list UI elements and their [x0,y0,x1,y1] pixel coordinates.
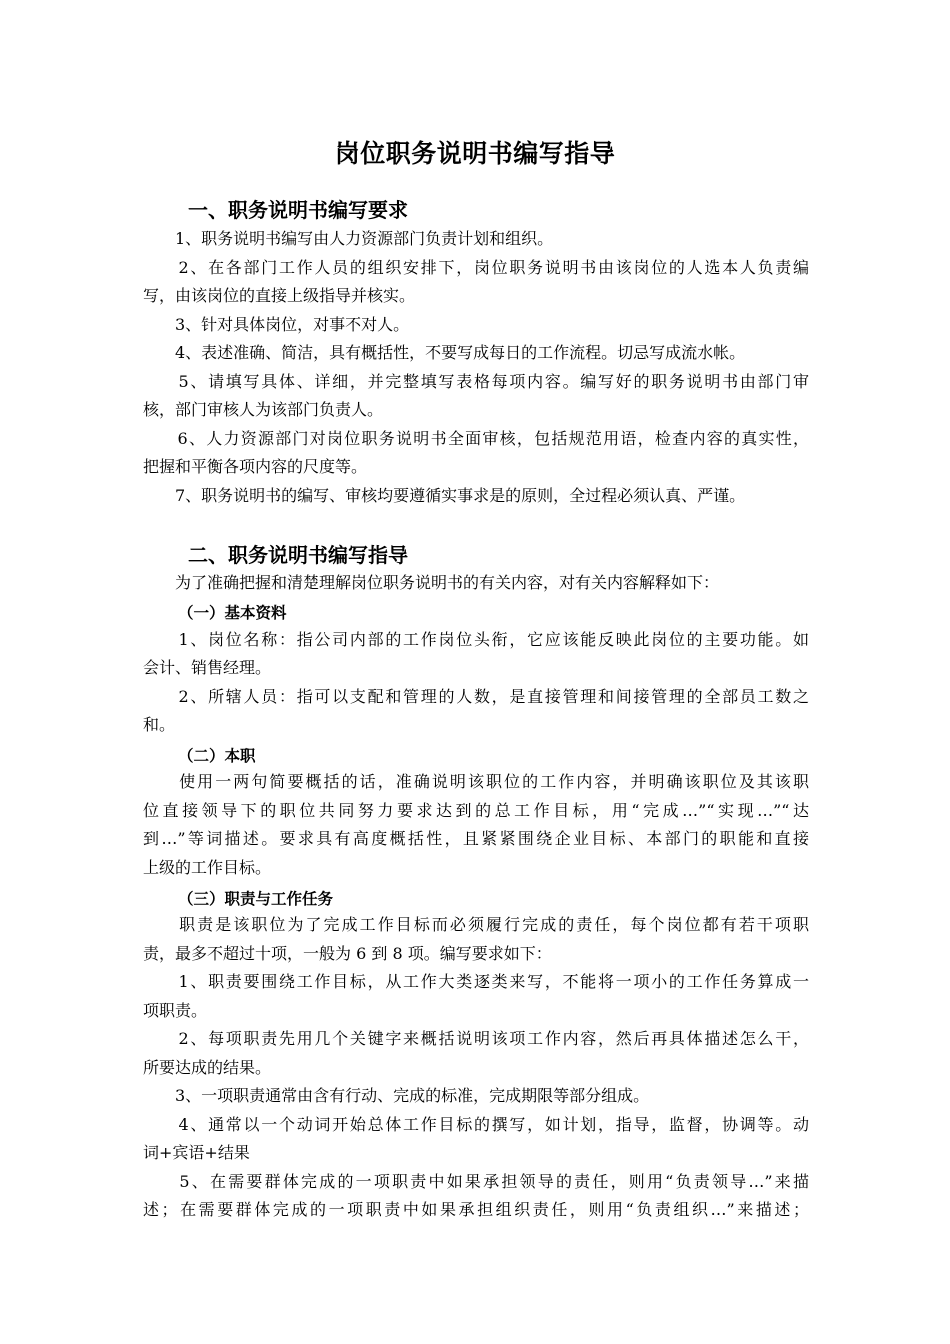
section1-heading: 一、职务说明书编写要求 [188,198,408,222]
sub3-line-7: 3、一项职责通常由含有行动、完成的标准，完成期限等部分组成。 [143,1086,650,1105]
sub3-line-1: 职责是该职位为了完成工作目标而必须履行完成的责任，每个岗位都有若干项职 [143,915,809,934]
sub2-line-3: 到…”等词描述。要求具有高度概括性，且紧紧围绕企业目标、本部门的职能和直接 [143,829,809,848]
sub3-line-6: 所要达成的结果。 [143,1058,272,1077]
s1-line-9: 把握和平衡各项内容的尺度等。 [143,457,368,476]
sub2-line-4: 上级的工作目标。 [143,858,272,877]
sub1-line-2: 会计、销售经理。 [143,658,272,677]
section2-heading: 二、职务说明书编写指导 [188,543,408,567]
sub2-line-1: 使用一两句简要概括的话，准确说明该职位的工作内容，并明确该职位及其该职 [143,772,809,791]
s1-line-4: 3、针对具体岗位，对事不对人。 [143,315,410,334]
s1-line-8: 6、人力资源部门对岗位职务说明书全面审核，包括规范用语，检查内容的真实性， [143,429,809,448]
sub3-line-8: 4、通常以一个动词开始总体工作目标的撰写，如计划，指导，监督，协调等。动 [143,1115,809,1134]
sub3-line-3: 1、职责要围绕工作目标，从工作大类逐类来写，不能将一项小的工作任务算成一 [143,972,809,991]
s1-line-5: 4、表述准确、简洁，具有概括性，不要写成每日的工作流程。切忌写成流水帐。 [143,343,746,362]
sub3-line-9: 词+宾语+结果 [143,1143,250,1162]
sub1-heading: （一）基本资料 [178,604,287,622]
sub3-line-4: 项职责。 [143,1001,208,1020]
s1-line-7: 核，部门审核人为该部门负责人。 [143,400,384,419]
sub3-line-5: 2、每项职责先用几个关键字来概括说明该项工作内容，然后再具体描述怎么干， [143,1029,809,1048]
sub3-line-2: 责，最多不超过十项，一般为 6 到 8 项。编写要求如下： [143,944,552,963]
document-title: 岗位职务说明书编写指导 [334,139,616,168]
sub2-heading: （二）本职 [178,747,256,765]
s2-intro: 为了准确把握和清楚理解岗位职务说明书的有关内容，对有关内容解释如下： [143,573,720,592]
sub1-line-4: 和。 [143,715,176,734]
s1-line-3: 写，由该岗位的直接上级指导并核实。 [143,286,416,305]
sub1-line-3: 2、所辖人员：指可以支配和管理的人数，是直接管理和间接管理的全部员工数之 [143,687,809,706]
s1-line-2: 2、在各部门工作人员的组织安排下，岗位职务说明书由该岗位的人选本人负责编 [143,258,809,277]
sub3-line-10: 5、在需要群体完成的一项职责中如果承担领导的责任，则用“负责领导…”来描 [143,1172,809,1191]
s1-line-1: 1、职务说明书编写由人力资源部门负责计划和组织。 [143,229,554,248]
s1-line-6: 5、请填写具体、详细，并完整填写表格每项内容。编写好的职务说明书由部门审 [143,372,809,391]
sub1-line-1: 1、岗位名称：指公司内部的工作岗位头衔，它应该能反映此岗位的主要功能。如 [143,630,809,649]
sub3-line-11: 述；在需要群体完成的一项职责中如果承担组织责任，则用“负责组织…”来描述； [143,1200,809,1219]
sub2-line-2: 位直接领导下的职位共同努力要求达到的总工作目标，用“完成…”“实现…”“达 [143,801,809,820]
s1-line-10: 7、职务说明书的编写、审核均要遵循实事求是的原则，全过程必须认真、严谨。 [143,486,746,505]
sub3-heading: （三）职责与工作任务 [178,890,334,908]
